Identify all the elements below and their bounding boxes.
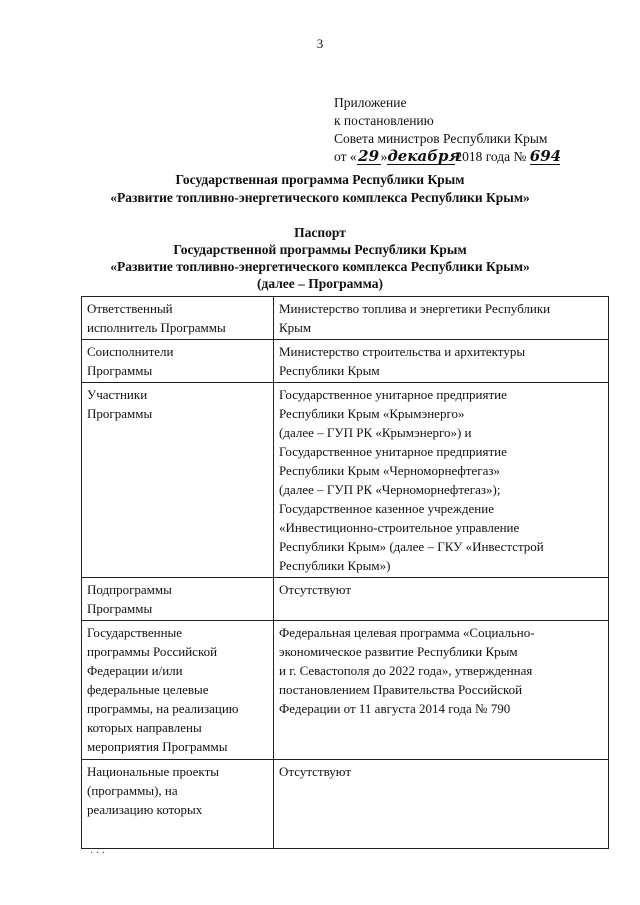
- handwritten-number: 694: [529, 147, 562, 165]
- table-row: [82, 578, 609, 621]
- scan-mark: · · ·: [90, 848, 105, 859]
- row-label: Соисполнители Программы: [82, 340, 274, 383]
- passport-heading-line-2: Государственной программы Республики Крым: [173, 242, 467, 257]
- passport-heading-line-3: «Развитие топливно-энергетического комплекса Республики Крым»: [110, 259, 530, 274]
- table-row: [82, 340, 609, 383]
- table-row: [82, 621, 609, 760]
- program-title-line-2: «Развитие топливно-энергетического комплекса Республики Крым»: [110, 190, 530, 205]
- row-value: Государственное унитарное предприятие Республики Крым «Крымэнерго» (далее – ГУП РК «Крымэнерго») и Государственное унитарное предприятие Республики Крым «Черноморнефтегаз» (далее – ГУП РК «Черноморнефтегаз»); Государственное казенное учреждение «Инвестиционно-строительное управление Республики Крым» (далее – ГКУ «Инвестстрой Республики Крым»): [274, 383, 609, 578]
- program-title-line-1: Государственная программа Республики Крым: [175, 172, 465, 187]
- row-value: Отсутствуют: [274, 578, 609, 621]
- date-suffix: 2018 года №: [455, 149, 527, 164]
- row-value: Федеральная целевая программа «Социально- экономическое развитие Республики Крым и г. Севастополя до 2022 года», утвержденная постановлением Правительства Российской Федерации от 11 августа 2014 года № 790: [274, 621, 609, 760]
- date-prefix: от «: [334, 149, 357, 164]
- passport-heading-line-1: Паспорт: [294, 225, 346, 240]
- appendix-line-2: к постановлению: [334, 113, 434, 128]
- row-value: Министерство строительства и архитектуры Республики Крым: [274, 340, 609, 383]
- table-row: [82, 760, 609, 849]
- row-value: Отсутствуют: [274, 760, 609, 849]
- row-label: Участники Программы: [82, 383, 274, 578]
- appendix-line-1: Приложение: [334, 95, 407, 110]
- handwritten-month: декабря: [387, 147, 461, 165]
- table-row: [82, 297, 609, 340]
- row-label: Национальные проекты (программы), на реализацию которых: [82, 760, 274, 849]
- passport-table: [81, 296, 609, 849]
- appendix-block: [334, 94, 560, 166]
- row-label: Подпрограммы Программы: [82, 578, 274, 621]
- row-value: Министерство топлива и энергетики Республики Крым: [274, 297, 609, 340]
- table-row: [82, 383, 609, 578]
- passport-heading-line-4: (далее – Программа): [257, 276, 383, 291]
- row-label: Ответственный исполнитель Программы: [82, 297, 274, 340]
- date-mid: »: [380, 149, 388, 164]
- appendix-date-line: [334, 148, 560, 166]
- passport-heading: [0, 224, 640, 292]
- page-number: 3: [316, 36, 324, 51]
- program-title: [0, 171, 640, 207]
- row-label: Государственные программы Российской Федерации и/или федеральные целевые программы, на реализацию которых направлены мероприятия Программы: [82, 621, 274, 760]
- appendix-line-3: Совета министров Республики Крым: [334, 131, 548, 146]
- handwritten-day: 29: [358, 147, 380, 165]
